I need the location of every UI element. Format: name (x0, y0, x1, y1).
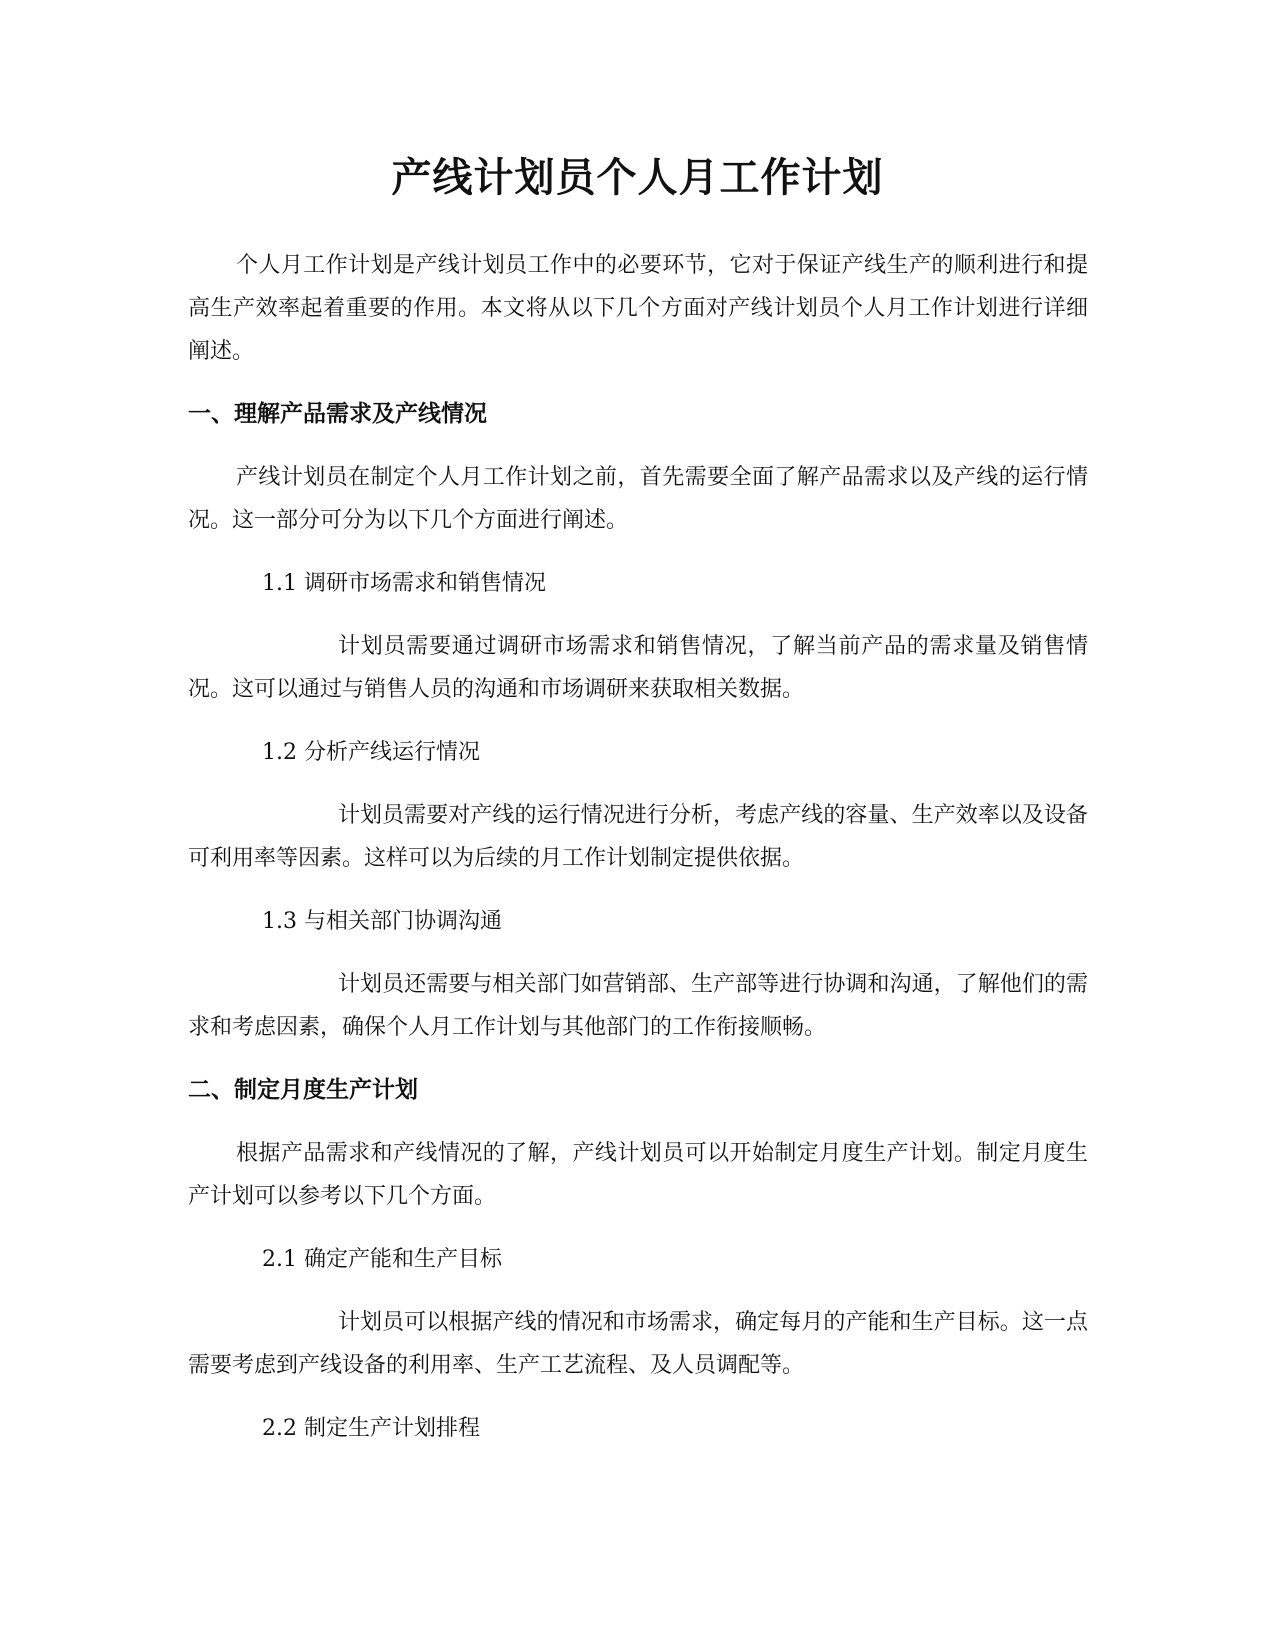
subsection-heading: 1.2 分析产线运行情况 (262, 740, 480, 765)
section-intro: 产线计划员在制定个人月工作计划之前，首先需要全面了解产品需求以及产线的运行情况。这一部分可分为以下几个方面进行阐述。 (188, 465, 1088, 533)
subsection-heading: 2.2 制定生产计划排程 (262, 1416, 480, 1441)
document-title: 产线计划员个人月工作计划 (391, 155, 884, 201)
subsection-heading: 1.1 调研市场需求和销售情况 (262, 571, 546, 596)
subsection-heading: 1.3 与相关部门协调沟通 (262, 909, 502, 934)
section-intro: 根据产品需求和产线情况的了解，产线计划员可以开始制定月度生产计划。制定月度生产计划可以参考以下几个方面。 (188, 1141, 1088, 1209)
document-body (188, 244, 1088, 1470)
section-heading: 一、理解产品需求及产线情况 (188, 401, 487, 427)
subsection-body: 计划员可以根据产线的情况和市场需求，确定每月的产能和生产目标。这一点需要考虑到产线设备的利用率、生产工艺流程、及人员调配等。 (188, 1310, 1088, 1378)
subsection-body: 计划员还需要与相关部门如营销部、生产部等进行协调和沟通，了解他们的需求和考虑因素，确保个人月工作计划与其他部门的工作衔接顺畅。 (188, 972, 1088, 1040)
section-heading: 二、制定月度生产计划 (188, 1077, 418, 1103)
subsection-body: 计划员需要对产线的运行情况进行分析，考虑产线的容量、生产效率以及设备可利用率等因素。这样可以为后续的月工作计划制定提供依据。 (188, 803, 1088, 871)
intro-paragraph: 个人月工作计划是产线计划员工作中的必要环节，它对于保证产线生产的顺利进行和提高生产效率起着重要的作用。本文将从以下几个方面对产线计划员个人月工作计划进行详细阐述。 (188, 253, 1088, 364)
subsection-body: 计划员需要通过调研市场需求和销售情况，了解当前产品的需求量及销售情况。这可以通过与销售人员的沟通和市场调研来获取相关数据。 (188, 634, 1088, 702)
subsection-heading: 2.1 确定产能和生产目标 (262, 1247, 502, 1272)
section-1 (188, 393, 1088, 1049)
section-2 (188, 1069, 1088, 1450)
